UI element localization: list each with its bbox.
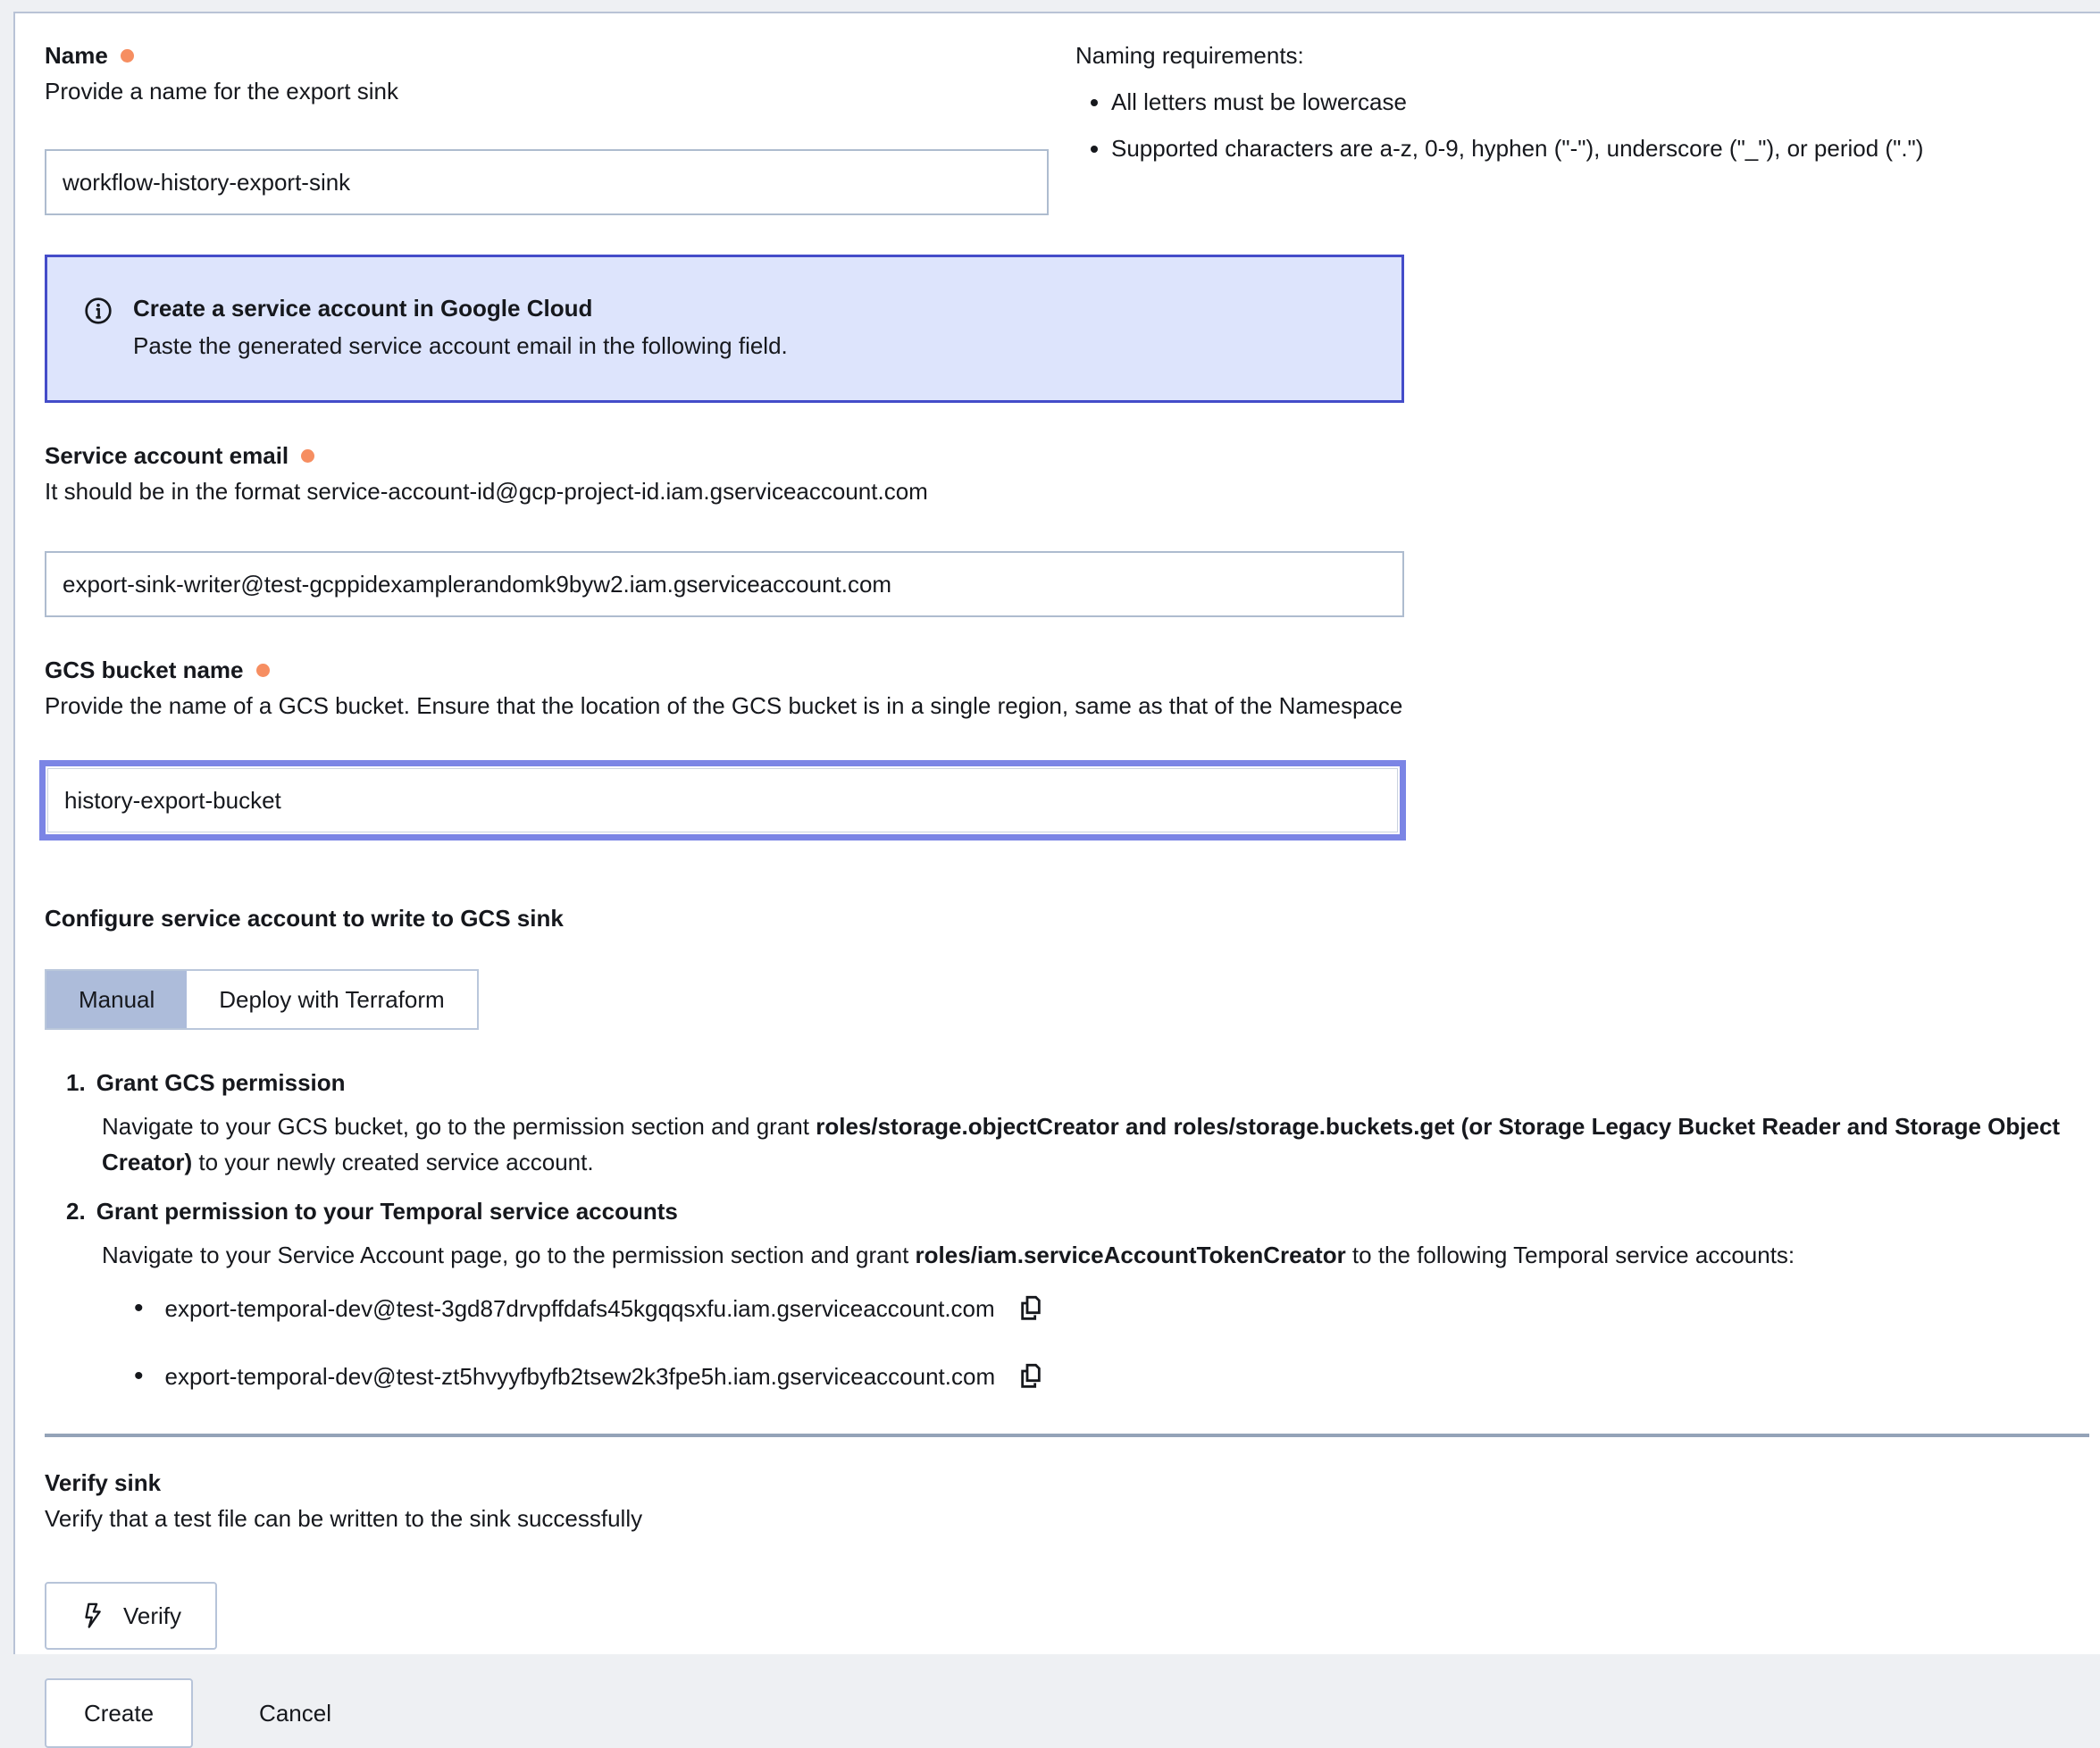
temporal-service-account-list [134, 1292, 2100, 1393]
configure-tabs [45, 969, 479, 1030]
bucket-description: Provide the name of a GCS bucket. Ensure that the location of the GCS bucket is in a single region, same as that of the Namespace [45, 692, 1403, 719]
info-circle-icon [83, 296, 113, 326]
export-sink-form [13, 12, 2100, 1727]
service-account-label-text: Service account email [45, 442, 289, 469]
info-banner-texts [133, 293, 788, 361]
naming-requirement-item: • All letters must be lowercase [1111, 87, 2100, 117]
name-label-text: Name [45, 42, 108, 69]
step-1-body-suffix: to your newly created service account. [192, 1149, 594, 1175]
step-1-body [102, 1108, 2063, 1180]
step-1-body-roles: roles/storage.objectCreator and roles/storage.buckets.get (or Storage Legacy Bucket Reader and Storage Object Creator) [102, 1113, 2061, 1175]
step-2-body-suffix: to the following Temporal service accounts: [1345, 1242, 1795, 1268]
name-field-group [45, 40, 1049, 215]
copy-icon[interactable] [1017, 1360, 1045, 1393]
service-account-item [134, 1360, 2100, 1393]
tab-manual[interactable]: Manual [46, 971, 187, 1028]
section-divider [45, 1434, 2089, 1437]
service-account-input-wrap [45, 551, 1404, 617]
bucket-name-input[interactable] [47, 768, 1398, 832]
naming-requirements [1075, 40, 2100, 180]
step-2-body-text: Navigate to your Service Account page, go to the permission section and grant [102, 1242, 916, 1268]
required-orange-dot [256, 664, 270, 677]
copy-icon[interactable] [1017, 1292, 1045, 1325]
bullet: • [134, 1293, 144, 1323]
info-banner [45, 255, 1404, 403]
naming-requirements-title: Naming requirements: [1075, 42, 1304, 69]
step-1-body-text: Navigate to your GCS bucket, go to the permission section and grant [102, 1113, 816, 1140]
lightning-bolt-icon [80, 1601, 107, 1631]
info-banner-description: Paste the generated service account email in the following field. [133, 332, 788, 359]
step-2-number: 2. [66, 1198, 86, 1225]
manual-steps [45, 1067, 2100, 1393]
verify-button[interactable] [45, 1582, 217, 1650]
required-orange-dot [301, 449, 314, 463]
step-2-body [102, 1237, 2063, 1273]
info-banner-title: Create a service account in Google Cloud [133, 295, 593, 322]
service-account-email-input[interactable] [45, 551, 1404, 617]
naming-requirement-item: • Supported characters are a-z, 0-9, hyphen ("-"), underscore ("_"), or period (".") [1111, 133, 2100, 163]
step-2-body-role: roles/iam.serviceAccountTokenCreator [915, 1242, 1346, 1268]
name-input[interactable] [45, 149, 1049, 215]
step-1-title: Grant GCS permission [96, 1069, 346, 1096]
create-button[interactable]: Create [45, 1678, 193, 1748]
step-2-title: Grant permission to your Temporal service accounts [96, 1198, 678, 1225]
form-actions [45, 1678, 2100, 1748]
service-account-field-group [45, 440, 2100, 617]
verify-sink-title: Verify sink [45, 1469, 162, 1496]
service-account-email: export-temporal-dev@test-zt5hvyyfbyfb2tsew2k3fpe5h.iam.gserviceaccount.com [164, 1363, 996, 1390]
required-orange-dot [121, 49, 134, 63]
service-account-item [134, 1292, 2100, 1325]
verify-button-label: Verify [123, 1602, 182, 1629]
step-1-number: 1. [66, 1069, 86, 1096]
service-account-description: It should be in the format service-account-id@gcp-project-id.iam.gserviceaccount.com [45, 478, 928, 505]
bucket-field-group [45, 655, 2100, 841]
service-account-label [45, 440, 2100, 471]
bullet: • [134, 1361, 144, 1391]
step-1-heading [66, 1067, 2100, 1098]
bucket-label [45, 655, 2100, 685]
verify-sink-description: Verify that a test file can be written to the sink successfully [45, 1505, 643, 1532]
configure-section-title: Configure service account to write to GCS sink [45, 905, 564, 932]
service-account-email: export-temporal-dev@test-3gd87drvpffdafs45kgqqsxfu.iam.gserviceaccount.com [164, 1295, 995, 1322]
tab-deploy-with-terraform[interactable]: Deploy with Terraform [219, 986, 445, 1013]
bucket-input-focus-ring [39, 760, 1406, 841]
name-label [45, 40, 1049, 71]
top-row [45, 40, 2100, 215]
step-2-heading [66, 1196, 2100, 1226]
bucket-label-text: GCS bucket name [45, 657, 244, 683]
naming-requirements-list [1075, 87, 2100, 163]
name-input-wrap [45, 149, 1049, 215]
cancel-button[interactable]: Cancel [250, 1700, 340, 1727]
name-description: Provide a name for the export sink [45, 78, 398, 105]
